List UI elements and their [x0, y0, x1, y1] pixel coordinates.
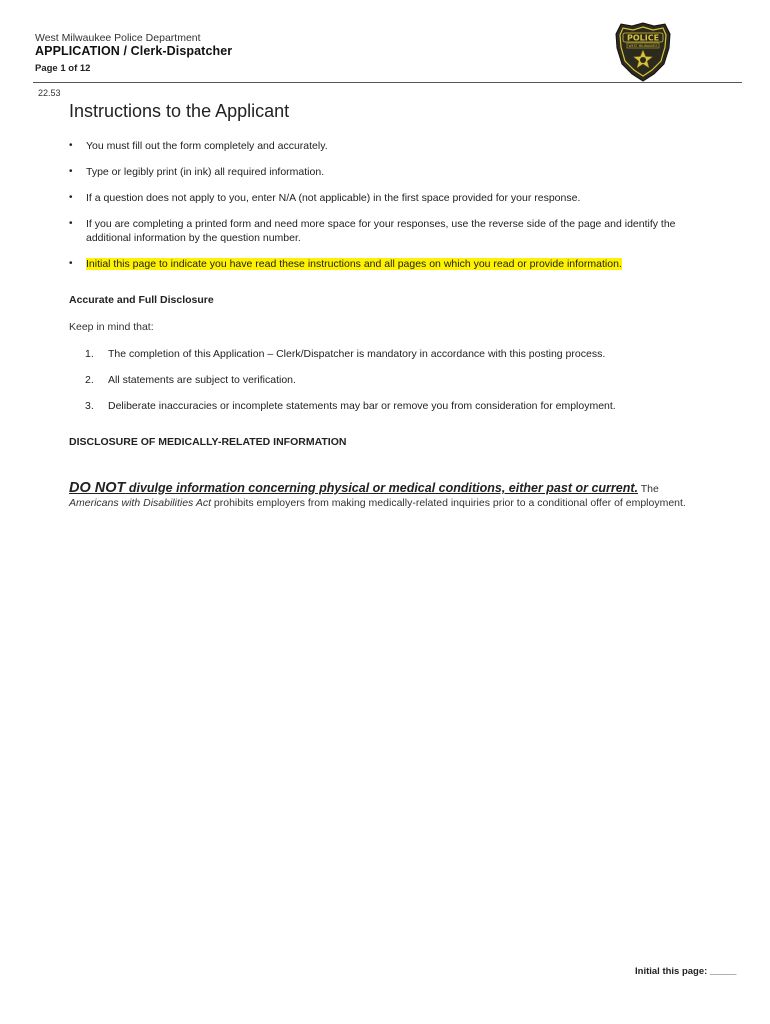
list-item [69, 257, 719, 271]
bullet-icon: • [69, 218, 73, 229]
header-divider [33, 82, 742, 83]
item-number: 3. [85, 400, 94, 412]
item-text: All statements are subject to verification. [108, 374, 296, 386]
do-not-emphasis: DO NOT [69, 480, 126, 496]
svg-text:POLICE: POLICE [626, 33, 660, 43]
list-item [69, 399, 719, 413]
department-name: West Milwaukee Police Department [35, 32, 201, 44]
bullet-icon: • [69, 258, 73, 269]
police-badge-logo [614, 22, 672, 82]
list-item [69, 347, 719, 361]
disclosure-list [69, 347, 719, 425]
bullet-text: Type or legibly print (in ink) all required information. [86, 166, 325, 178]
initial-field: Initial this page: _____ [635, 966, 737, 977]
highlighted-instruction: Initial this page to indicate you have read these instructions and all pages on which you read or provide information. [86, 258, 622, 270]
warning-rest: prohibits employers from making medically-related inquiries prior to a conditional offer of employment. [211, 497, 686, 509]
form-number: 22.53 [38, 88, 61, 98]
item-text: Deliberate inaccuracies or incomplete statements may bar or remove you from consideration for employment. [108, 400, 616, 412]
list-item [69, 165, 719, 179]
list-item [69, 373, 719, 387]
bullet-icon: • [69, 166, 73, 177]
page-number: Page 1 of 12 [35, 63, 91, 74]
item-number: 1. [85, 348, 94, 360]
ada-reference: Americans with Disabilities Act [69, 497, 211, 509]
item-number: 2. [85, 374, 94, 386]
bullet-icon: • [69, 192, 73, 203]
list-item [69, 217, 719, 245]
medical-warning [69, 481, 689, 510]
bullet-text: If a question does not apply to you, enter N/A (not applicable) in the first space provided for your response. [86, 192, 581, 204]
instructions-list [69, 139, 719, 283]
bullet-text: You must fill out the form completely and accurately. [86, 140, 328, 152]
list-item [69, 139, 719, 153]
warning-period: . [634, 481, 638, 495]
svg-text:WEST MILWAUKEE: WEST MILWAUKEE [628, 44, 658, 48]
warning-the: The [638, 483, 659, 495]
instructions-heading: Instructions to the Applicant [69, 101, 290, 121]
bullet-icon: • [69, 140, 73, 151]
warning-emphasis: divulge information concerning physical or medical conditions, either past or current [125, 481, 635, 495]
list-item [69, 191, 719, 205]
bullet-text: If you are completing a printed form and need more space for your responses, use the reverse side of the page and identify the additional information by the question number. [86, 218, 676, 244]
application-title: APPLICATION / Clerk-Dispatcher [35, 44, 233, 58]
item-text: The completion of this Application – Clerk/Dispatcher is mandatory in accordance with this posting process. [108, 348, 606, 360]
disclosure-intro: Keep in mind that: [69, 321, 154, 333]
medical-heading: DISCLOSURE OF MEDICALLY-RELATED INFORMATION [69, 436, 347, 448]
disclosure-heading: Accurate and Full Disclosure [69, 294, 214, 306]
